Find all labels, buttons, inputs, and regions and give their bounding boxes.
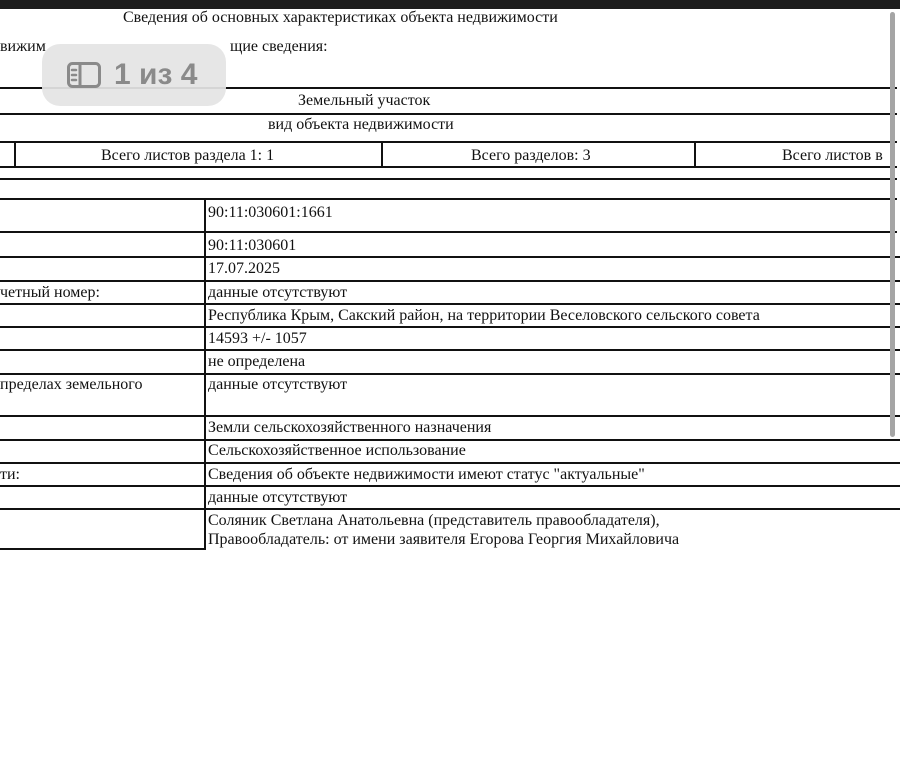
object-type-caption: вид объекта недвижимости xyxy=(268,116,454,133)
row-label: ти: xyxy=(0,466,20,483)
table-line xyxy=(0,303,900,305)
header-line xyxy=(0,166,897,168)
table-line xyxy=(0,548,206,550)
subtitle-left: вижим xyxy=(0,38,46,55)
document-title: Сведения об основных характеристиках объекта недвижимости xyxy=(123,9,558,26)
object-type: Земельный участок xyxy=(298,92,431,109)
page-counter-label: 1 из 4 xyxy=(114,58,198,91)
cadastral-quarter: 90:11:030601 xyxy=(208,237,297,254)
area: 14593 +/- 1057 xyxy=(208,330,307,347)
land-category: Земли сельскохозяйственного назначения xyxy=(208,419,492,436)
header-line xyxy=(0,141,897,143)
cell-divider xyxy=(381,143,383,167)
row-label: четный номер: xyxy=(0,284,100,301)
table-line xyxy=(0,326,900,328)
table-line xyxy=(0,198,897,200)
table-line xyxy=(0,349,900,351)
object-status: Сведения об объекте недвижимости имеют статус "актуальные" xyxy=(208,466,645,483)
table-line xyxy=(0,280,900,282)
table-line xyxy=(0,373,900,375)
table-line xyxy=(0,462,900,464)
cell-divider xyxy=(694,143,696,167)
previous-number: данные отсутствуют xyxy=(208,284,348,301)
table-line xyxy=(0,439,900,441)
subtitle-right: щие сведения: xyxy=(230,38,328,55)
table-line xyxy=(0,231,897,233)
page-counter-button[interactable] xyxy=(42,44,226,106)
row-label: пределах земельного xyxy=(0,376,143,393)
sidebar-icon xyxy=(67,62,101,88)
cadastral-value: не определена xyxy=(208,353,306,370)
applicant-line-1: Соляник Светлана Анатольевна (представитель правообладателя), xyxy=(208,512,660,529)
special-notes: данные отсутствуют xyxy=(208,489,348,506)
total-sheets: Всего листов в xyxy=(782,147,883,164)
section-sheets: Всего листов раздела 1: 1 xyxy=(101,147,275,164)
document-page xyxy=(0,9,900,767)
scrollbar[interactable] xyxy=(890,12,895,437)
header-line xyxy=(0,113,897,115)
assignment-date: 17.07.2025 xyxy=(208,260,280,277)
permitted-use: Сельскохозяйственное использование xyxy=(208,442,466,459)
status-bar xyxy=(0,0,900,9)
objects-within: данные отсутствуют xyxy=(208,376,348,393)
total-sections: Всего разделов: 3 xyxy=(471,147,591,164)
table-line xyxy=(0,415,900,417)
table-line xyxy=(0,485,900,487)
applicant-line-2: Правообладатель: от имени заявителя Егорова Георгия Михайловича xyxy=(208,531,680,548)
table-line xyxy=(0,256,900,258)
cadastral-number: 90:11:030601:1661 xyxy=(208,204,333,221)
table-line xyxy=(0,508,900,510)
header-line xyxy=(0,178,897,180)
address: Республика Крым, Сакский район, на территории Веселовского сельского совета xyxy=(208,307,760,324)
cell-divider xyxy=(14,143,16,167)
